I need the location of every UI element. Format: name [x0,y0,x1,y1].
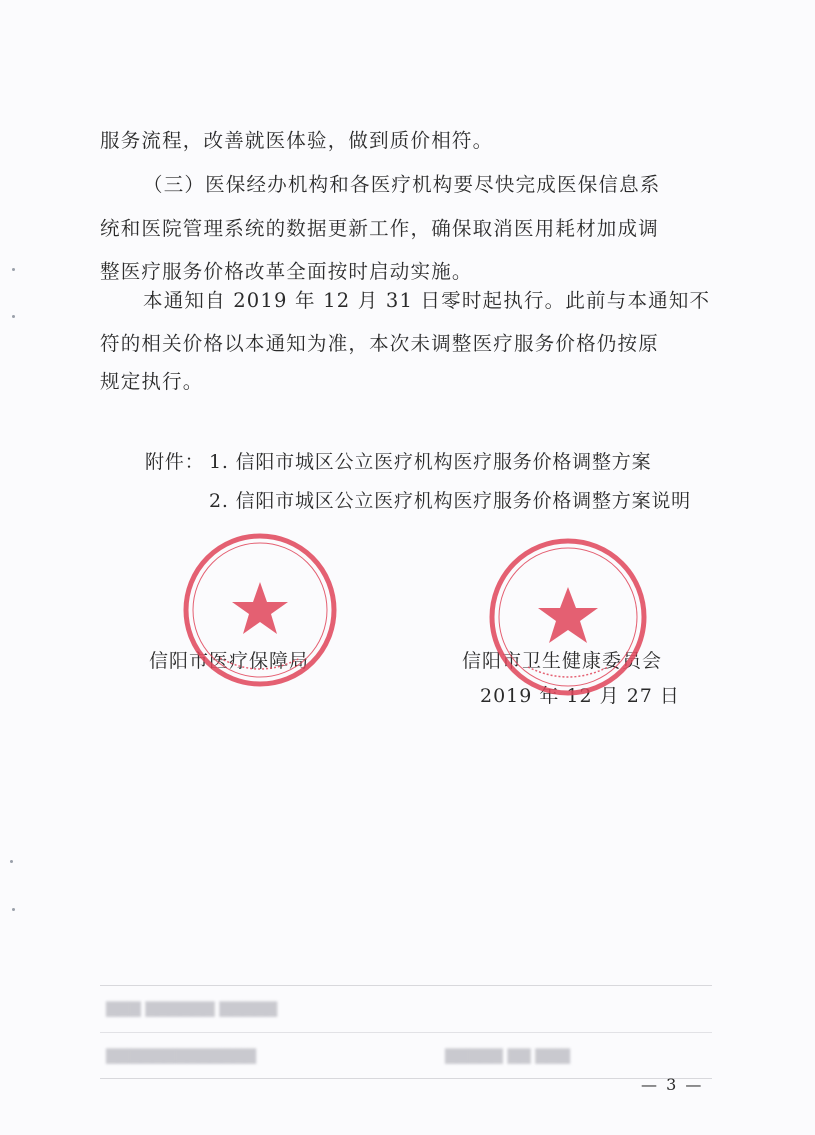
footer-table-row-2 [100,1033,712,1079]
scan-speck [12,908,15,911]
body-line-3: 统和医院管理系统的数据更新工作，确保取消医用耗材加成调 [100,217,659,240]
page-number: — 3 — [641,1075,704,1094]
scan-speck [12,268,15,271]
attachment-item-2: 2. 信阳市城区公立医疗机构医疗服务价格调整方案说明 [209,490,691,512]
body-line-6: 符的相关价格以本通知为准，本次未调整医疗服务价格仍按原 [100,332,659,355]
body-line-5: 本通知自 2019 年 12 月 31 日零时起执行。此前与本通知不 [143,289,711,312]
footer-table-row-1 [100,986,712,1033]
official-seal-2 [480,535,655,700]
official-seal-1 [180,530,340,690]
footer-copy-table [100,985,712,1079]
issue-date: 2019 年 12 月 27 日 [480,685,680,707]
issuing-org-1: 信阳市医疗保障局 [149,650,310,672]
issuing-org-2: 信阳市卫生健康委员会 [462,650,663,672]
scan-speck [10,860,13,863]
body-line-1: 服务流程，改善就医体验，做到质价相符。 [100,129,494,152]
body-line-7: 规定执行。 [100,370,204,393]
attachment-label: 附件： [145,451,205,473]
scan-speck [12,315,15,318]
body-line-4: 整医疗服务价格改革全面按时启动实施。 [100,260,473,283]
body-line-2: （三）医保经办机构和各医疗机构要尽快完成医保信息系 [143,173,661,196]
faded-text-2: ▇▇▇▇▇▇▇▇▇▇▇▇▇ [106,1046,256,1064]
faded-text-1: ▇▇▇ ▇▇▇▇▇▇ ▇▇▇▇▇ [106,999,278,1017]
faded-text-3: ▇▇▇▇▇ ▇▇ ▇▇▇ [445,1046,570,1064]
attachment-item-1: 1. 信阳市城区公立医疗机构医疗服务价格调整方案 [209,451,652,473]
